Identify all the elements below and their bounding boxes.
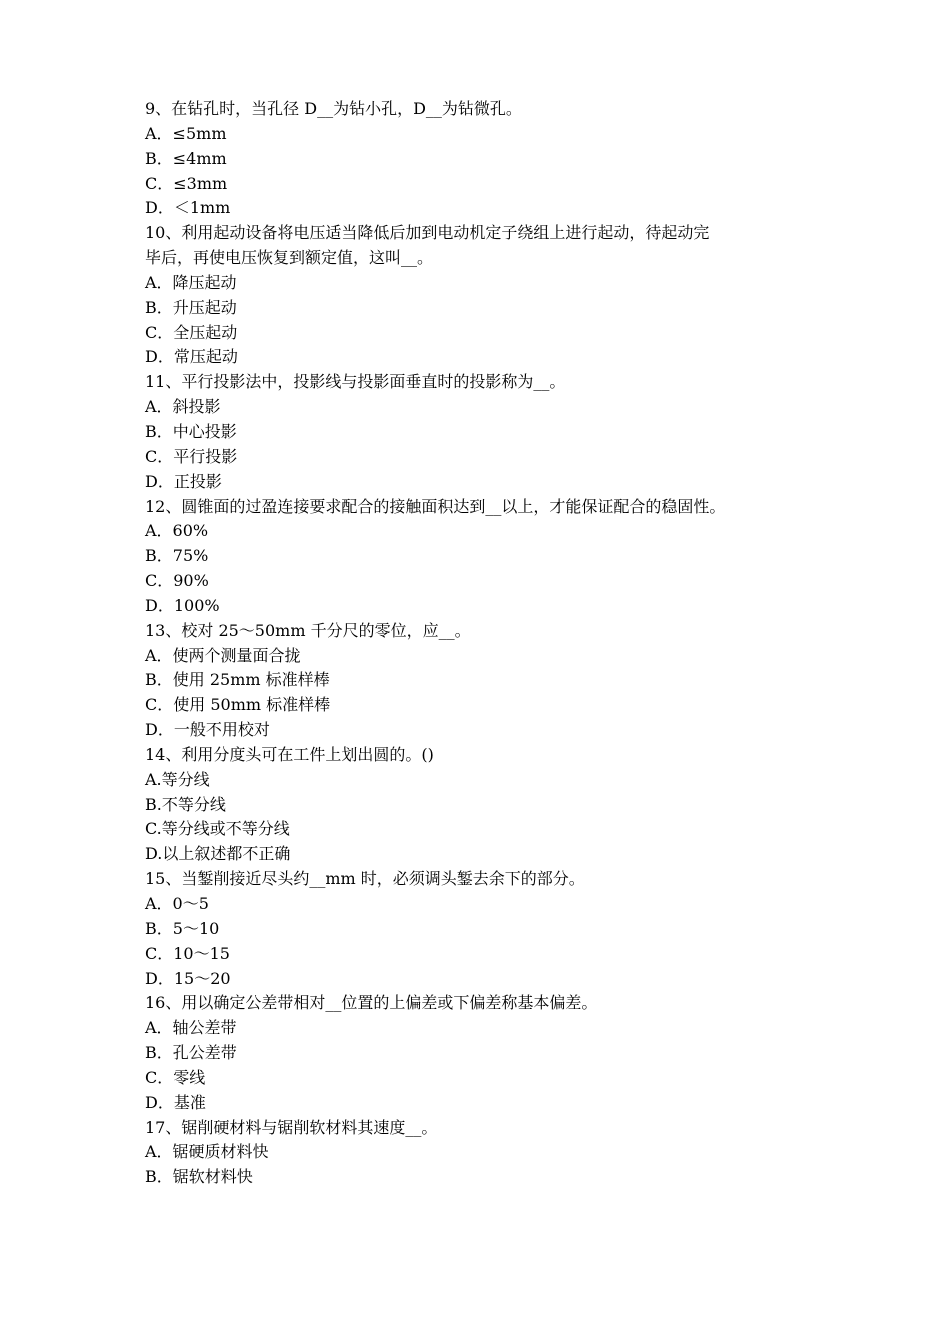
option-10a: A．降压起动	[145, 272, 237, 292]
option-9a: A．≤5mm	[145, 123, 227, 143]
option-11a: A．斜投影	[145, 397, 221, 417]
option-10b: B．升压起动	[145, 297, 237, 317]
option-14b: B.不等分线	[145, 794, 226, 814]
option-16c: C．零线	[145, 1067, 206, 1087]
option-10d: D．常压起动	[145, 347, 238, 367]
question-14: 14、利用分度头可在工件上划出圆的。()	[145, 744, 434, 764]
option-13d: D．一般不用校对	[145, 720, 270, 740]
option-14c: C.等分线或不等分线	[145, 819, 290, 839]
option-12a: A．60%	[145, 521, 209, 541]
option-16b: B．孔公差带	[145, 1043, 237, 1063]
option-11b: B．中心投影	[145, 421, 237, 441]
question-17: 17、锯削硬材料与锯削软材料其速度__。	[145, 1117, 438, 1137]
option-9c: C．≤3mm	[145, 173, 228, 193]
option-10c: C．全压起动	[145, 322, 238, 342]
option-11d: D．正投影	[145, 471, 222, 491]
option-15d: D．15～20	[145, 968, 231, 988]
option-9d: D．＜1mm	[145, 198, 231, 218]
option-9b: B．≤4mm	[145, 148, 227, 168]
option-13a: A．使两个测量面合拢	[145, 645, 301, 665]
question-15: 15、当錾削接近尽头约__mm 时，必须调头錾去余下的部分。	[145, 869, 585, 889]
option-15a: A．0～5	[145, 894, 209, 913]
option-17b: B．锯软材料快	[145, 1167, 253, 1187]
option-13c: C．使用 50mm 标准样棒	[145, 695, 331, 715]
question-12: 12、圆锥面的过盈连接要求配合的接触面积达到__以上，才能保证配合的稳固性。	[145, 496, 726, 516]
question-list	[145, 97, 825, 1190]
option-15c: C．10～15	[145, 943, 230, 963]
option-14d: D.以上叙述都不正确	[145, 844, 291, 864]
option-14a: A.等分线	[145, 769, 210, 789]
option-12b: B．75%	[145, 546, 209, 566]
option-16a: A．轴公差带	[145, 1018, 237, 1038]
option-12d: D．100%	[145, 595, 220, 615]
question-13: 13、校对 25～50mm 千分尺的零位，应__。	[145, 620, 471, 640]
question-10-continued: 毕后，再使电压恢复到额定值，这叫__。	[145, 248, 434, 268]
option-13b: B．使用 25mm 标准样棒	[145, 670, 330, 690]
question-11: 11、平行投影法中，投影线与投影面垂直时的投影称为__。	[145, 372, 566, 392]
option-17a: A．锯硬质材料快	[145, 1142, 269, 1162]
option-16d: D．基准	[145, 1092, 206, 1112]
option-12c: C．90%	[145, 571, 209, 591]
option-15b: B．5～10	[145, 918, 220, 938]
question-9: 9、在钻孔时，当孔径 D__为钻小孔，D__为钻微孔。	[145, 99, 522, 118]
option-11c: C．平行投影	[145, 446, 238, 466]
question-16: 16、用以确定公差带相对__位置的上偏差或下偏差称基本偏差。	[145, 993, 598, 1013]
question-10: 10、利用起动设备将电压适当降低后加到电动机定子绕组上进行起动，待起动完	[145, 223, 710, 243]
